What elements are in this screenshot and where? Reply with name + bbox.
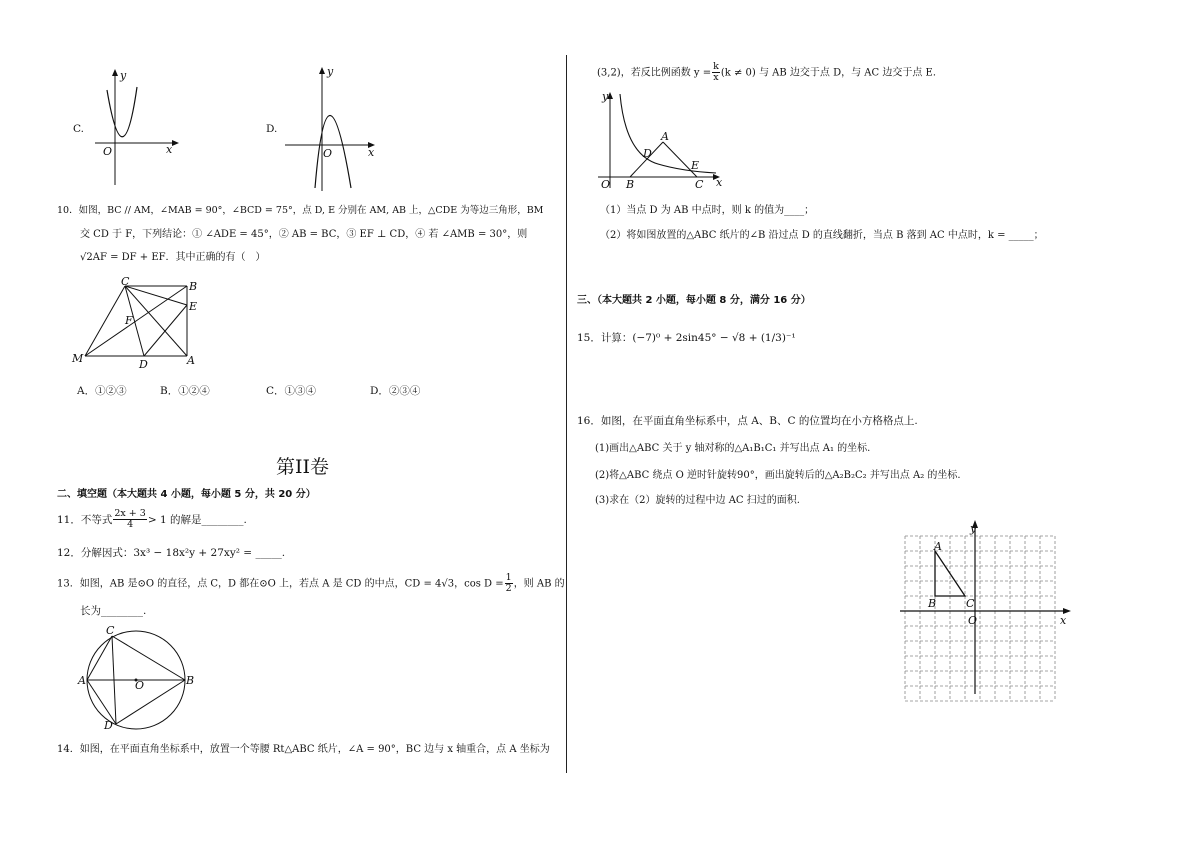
q11-fraction xyxy=(113,509,146,531)
q13-prefix: 13．如图，AB 是⊙O 的直径，点 C，D 都在⊙O 上，若点 A 是 CD 的中点，CD = 4√3，cos D = xyxy=(57,578,504,590)
point-d-label: D xyxy=(643,147,652,160)
q13-numerator: 1 xyxy=(505,572,512,583)
point-c-label: C xyxy=(106,624,115,637)
point-c-label: C xyxy=(695,178,704,191)
point-d-label: D xyxy=(139,358,148,371)
q16-part1: (1)画出△ABC 关于 y 轴对称的△A₁B₁C₁ 并写出点 A₁ 的坐标. xyxy=(595,443,871,454)
axis-y-label: y xyxy=(327,65,334,78)
point-a-label: A xyxy=(661,130,669,143)
q16-part2: (2)将△ABC 绕点 O 逆时针旋转90°，画出旋转后的△A₂B₂C₂ 并写出点 A₂ 的坐标. xyxy=(595,470,961,481)
q14-line1: 14．如图，在平面直角坐标系中，放置一个等腰 Rt△ABC 纸片，∠A = 90°，BC 边与 x 轴重合，点 A 坐标为 xyxy=(57,744,550,755)
column-divider xyxy=(566,55,567,773)
point-f-label: F xyxy=(125,314,133,327)
q10-geometry-figure xyxy=(70,275,205,373)
axis-x-label: x xyxy=(716,176,723,189)
q11-numerator: 2x + 3 xyxy=(114,508,146,519)
point-a-label: A xyxy=(934,540,942,553)
q12: 12．分解因式：3x³ − 18x²y + 27xy² = _____. xyxy=(57,547,286,559)
option-d-label: D. xyxy=(266,123,278,135)
point-m-label: M xyxy=(72,352,84,365)
q16-grid-figure xyxy=(898,518,1078,696)
point-e-label: E xyxy=(691,159,700,172)
origin-label: O xyxy=(323,147,333,160)
q14-fraction xyxy=(712,62,720,84)
q14-graph xyxy=(598,88,728,193)
q14-cont-prefix: (3,2)，若反比例函数 y = xyxy=(597,67,712,79)
q14-numerator: k xyxy=(713,61,719,72)
q14-part1: （1）当点 D 为 AB 中点时，则 k 的值为____； xyxy=(600,205,815,216)
q13-line1 xyxy=(57,573,565,595)
q13-line2: 长为________. xyxy=(80,605,147,617)
point-a-label: A xyxy=(187,354,195,367)
point-d-label: D xyxy=(104,719,113,732)
q10-option-d: D．②③④ xyxy=(370,385,421,397)
q11 xyxy=(57,509,247,531)
axis-y-label: y xyxy=(120,69,127,82)
point-b-label: B xyxy=(189,280,198,293)
q16-intro: 16．如图，在平面直角坐标系中，点 A、B、C 的位置均在小方格格点上. xyxy=(577,415,918,427)
q10-option-b: B．①②④ xyxy=(160,385,210,397)
section3-heading: 三、（本大题共 2 小题，每小题 8 分，满分 16 分） xyxy=(577,295,811,306)
q10-line2: 交 CD 于 F，下列结论：① ∠ADE = 45°，② AB = BC，③ EF ⊥ CD，④ 若 ∠AMB = 30°，则 xyxy=(80,229,528,240)
axis-y-label: y xyxy=(602,90,609,103)
section2-heading: 二、填空题（本大题共 4 小题，每小题 5 分，共 20 分） xyxy=(57,489,316,500)
q14-continuation xyxy=(597,62,943,84)
q16-part3: (3)求在（2）旋转的过程中边 AC 扫过的面积. xyxy=(595,495,800,506)
center-o-label: O xyxy=(135,679,145,692)
q13-circle-figure xyxy=(78,625,198,733)
q10-line3: √2AF = DF + EF．其中正确的有（ ） xyxy=(80,252,266,263)
axis-x-label: x xyxy=(368,146,375,159)
axis-x-label: x xyxy=(1060,614,1067,627)
q11-denominator: 4 xyxy=(127,519,134,531)
point-b-label: B xyxy=(186,674,195,687)
option-c-graph xyxy=(95,65,185,190)
axis-y-label: y xyxy=(970,522,977,535)
option-c-label: C. xyxy=(73,123,84,135)
q13-fraction xyxy=(505,573,513,595)
axis-x-label: x xyxy=(166,143,173,156)
q13-denominator: 2 xyxy=(505,583,512,595)
point-b-label: B xyxy=(626,178,635,191)
point-b-label: B xyxy=(928,597,937,610)
q14-cont-suffix: (k ≠ 0) 与 AB 边交于点 D，与 AC 边交于点 E． xyxy=(720,67,943,79)
point-a-label: A xyxy=(78,674,86,687)
point-c-label: C xyxy=(966,597,975,610)
point-c-label: C xyxy=(121,275,130,288)
part-title: 第II卷 xyxy=(276,456,330,478)
option-d-graph xyxy=(285,63,380,193)
q15: 15．计算：(−7)⁰ + 2sin45° − √8 + (1/3)⁻¹ xyxy=(577,332,796,344)
q14-part2: （2）将如图放置的△ABC 纸片的∠B 沿过点 D 的直线翻折，当点 B 落到 AC 中点时，k = _____； xyxy=(600,230,1044,241)
point-e-label: E xyxy=(189,300,198,313)
q13-suffix: ，则 AB 的 xyxy=(513,578,565,590)
q10-line1: 10．如图，BC // AM，∠MAB = 90°，∠BCD = 75°，点 D, E 分别在 AM, AB 上，△CDE 为等边三角形，BM xyxy=(57,205,544,216)
q10-option-c: C．①③④ xyxy=(266,385,317,397)
origin-label: O xyxy=(601,178,611,191)
q11-suffix: > 1 的解是________. xyxy=(147,513,247,526)
q11-prefix: 11．不等式 xyxy=(57,513,113,526)
q14-denominator: x xyxy=(713,72,719,84)
origin-label: O xyxy=(103,145,113,158)
q10-option-a: A．①②③ xyxy=(77,385,127,397)
origin-label: O xyxy=(968,614,978,627)
